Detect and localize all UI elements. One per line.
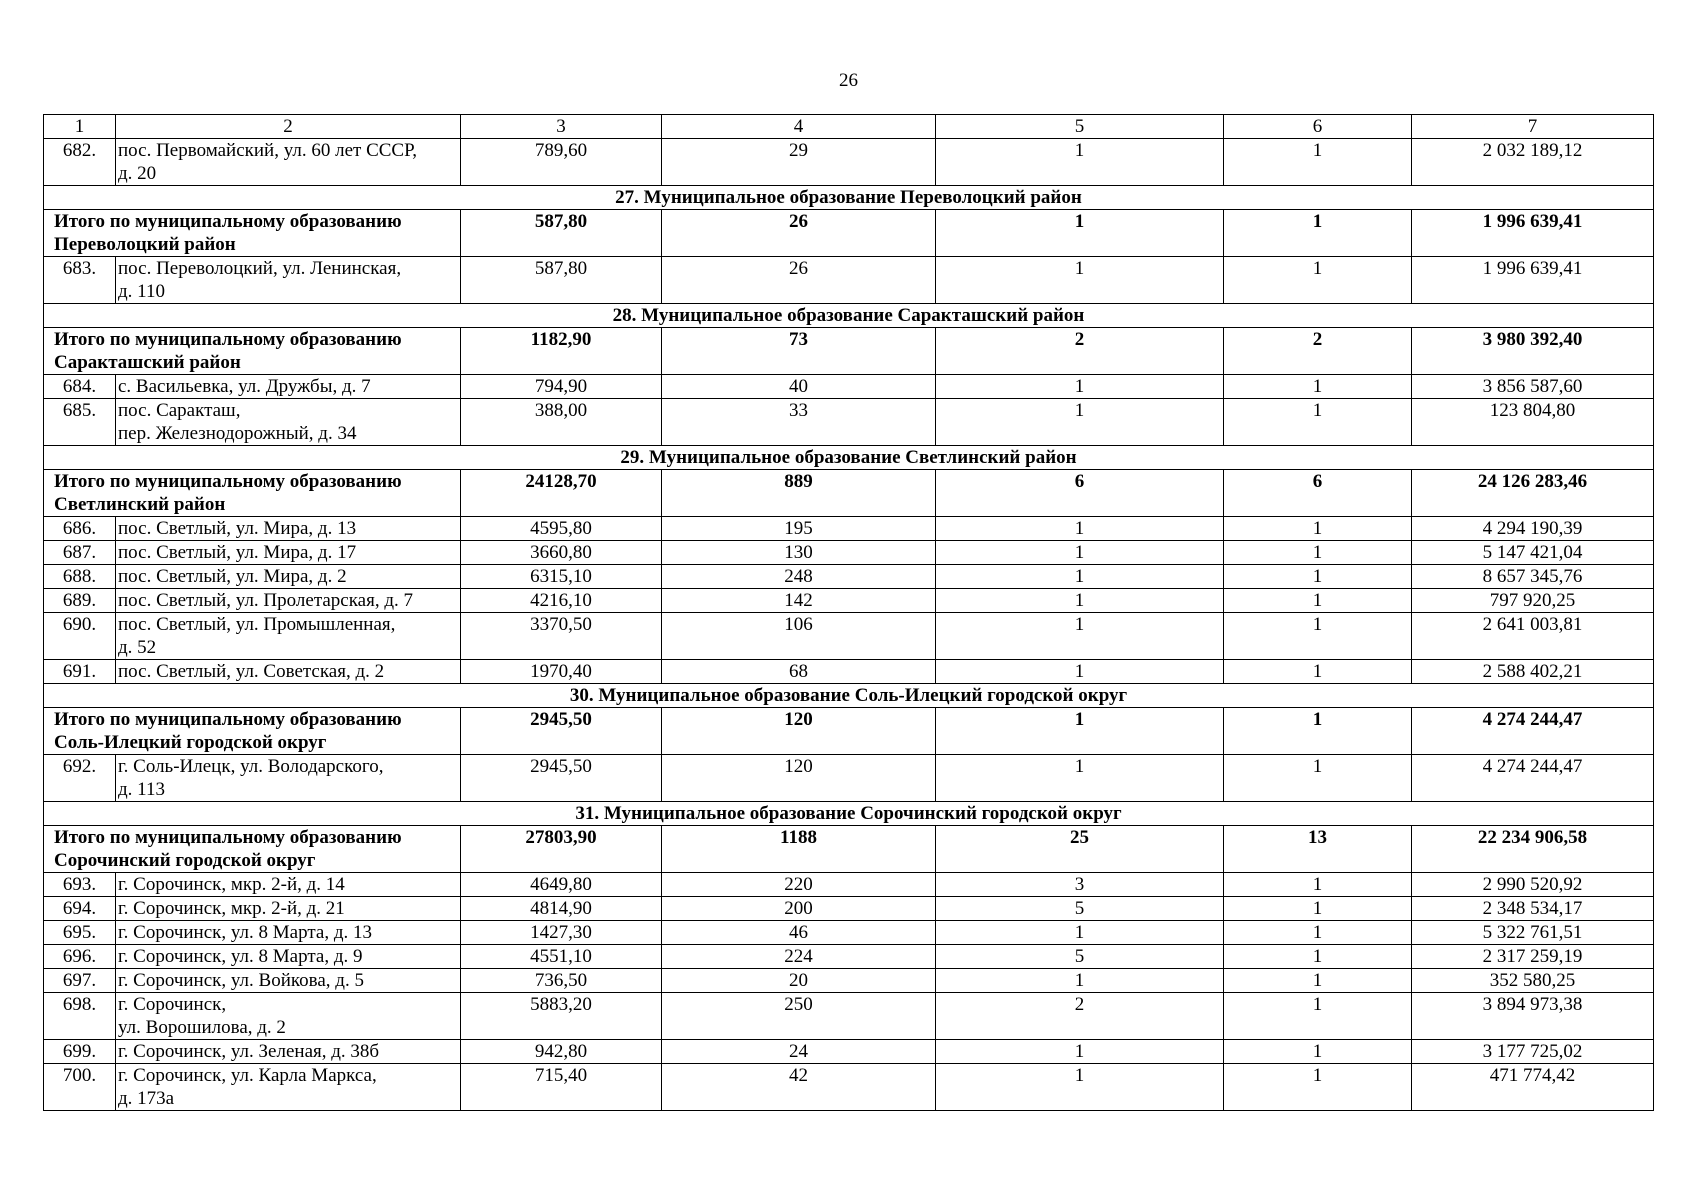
address-line: пос. Светлый, ул. Мира, д. 13 — [118, 518, 357, 539]
col6-cell: 1 — [1224, 1040, 1412, 1064]
cost-cell: 3 980 392,40 — [1412, 328, 1654, 375]
cost-cell: 2 641 003,81 — [1412, 613, 1654, 660]
row-number: 689. — [44, 589, 116, 613]
cost-cell: 2 588 402,21 — [1412, 660, 1654, 684]
col6-cell: 1 — [1224, 945, 1412, 969]
section-title: 31. Муниципальное образование Сорочинский городской округ — [44, 802, 1654, 826]
cost-cell: 2 348 534,17 — [1412, 897, 1654, 921]
table-row — [44, 565, 1654, 589]
subtotal-row — [44, 210, 1654, 257]
subtotal-label — [44, 708, 461, 755]
area-cell: 715,40 — [461, 1064, 662, 1111]
col6-cell: 1 — [1224, 1064, 1412, 1111]
col5-cell: 2 — [936, 328, 1224, 375]
row-number: 693. — [44, 873, 116, 897]
address-line: г. Соль-Илецк, ул. Володарского, — [118, 756, 384, 777]
address-line: д. 110 — [118, 281, 165, 302]
row-number: 692. — [44, 755, 116, 802]
residents-cell: 142 — [662, 589, 936, 613]
cost-cell: 4 294 190,39 — [1412, 517, 1654, 541]
residents-cell: 130 — [662, 541, 936, 565]
section-title: 30. Муниципальное образование Соль-Илецкий городской округ — [44, 684, 1654, 708]
residents-cell: 1188 — [662, 826, 936, 873]
row-number: 699. — [44, 1040, 116, 1064]
cost-cell: 3 177 725,02 — [1412, 1040, 1654, 1064]
area-cell: 388,00 — [461, 399, 662, 446]
address-line: г. Сорочинск, ул. Зеленая, д. 38б — [118, 1041, 380, 1062]
col5-cell: 1 — [936, 517, 1224, 541]
col5-cell: 1 — [936, 660, 1224, 684]
address-cell — [116, 565, 461, 589]
residents-cell: 42 — [662, 1064, 936, 1111]
table-row — [44, 921, 1654, 945]
address-cell — [116, 399, 461, 446]
subtotal-row — [44, 708, 1654, 755]
row-number: 696. — [44, 945, 116, 969]
area-cell: 4551,10 — [461, 945, 662, 969]
residents-cell: 220 — [662, 873, 936, 897]
address-line: пос. Светлый, ул. Промышленная, — [118, 614, 396, 635]
col6-cell: 1 — [1224, 565, 1412, 589]
area-cell: 24128,70 — [461, 470, 662, 517]
residents-cell: 106 — [662, 613, 936, 660]
col6-cell: 1 — [1224, 139, 1412, 186]
address-cell — [116, 589, 461, 613]
column-header: 5 — [936, 115, 1224, 139]
address-line: г. Сорочинск, мкр. 2-й, д. 14 — [118, 874, 345, 895]
address-cell — [116, 257, 461, 304]
section-title: 27. Муниципальное образование Переволоцкий район — [44, 186, 1654, 210]
address-cell — [116, 1064, 461, 1111]
label-line: Итого по муниципальному образованию — [54, 211, 402, 232]
residents-cell: 26 — [662, 210, 936, 257]
cost-cell: 5 147 421,04 — [1412, 541, 1654, 565]
cost-cell: 4 274 244,47 — [1412, 708, 1654, 755]
col5-cell: 6 — [936, 470, 1224, 517]
residents-cell: 250 — [662, 993, 936, 1040]
residents-cell: 26 — [662, 257, 936, 304]
col5-cell: 1 — [936, 541, 1224, 565]
residents-cell: 73 — [662, 328, 936, 375]
col6-cell: 1 — [1224, 969, 1412, 993]
col5-cell: 1 — [936, 257, 1224, 304]
area-cell: 942,80 — [461, 1040, 662, 1064]
cost-cell: 1 996 639,41 — [1412, 210, 1654, 257]
row-number: 682. — [44, 139, 116, 186]
area-cell: 1970,40 — [461, 660, 662, 684]
cost-cell: 2 317 259,19 — [1412, 945, 1654, 969]
cost-cell: 352 580,25 — [1412, 969, 1654, 993]
cost-cell: 471 774,42 — [1412, 1064, 1654, 1111]
address-line: пер. Железнодорожный, д. 34 — [118, 423, 357, 444]
address-cell — [116, 517, 461, 541]
table-row — [44, 1064, 1654, 1111]
cost-cell: 2 990 520,92 — [1412, 873, 1654, 897]
col5-cell: 1 — [936, 210, 1224, 257]
address-line: г. Сорочинск, ул. Войкова, д. 5 — [118, 970, 364, 991]
col6-cell: 1 — [1224, 873, 1412, 897]
address-cell — [116, 755, 461, 802]
col6-cell: 1 — [1224, 613, 1412, 660]
area-cell: 736,50 — [461, 969, 662, 993]
area-cell: 3660,80 — [461, 541, 662, 565]
residents-cell: 29 — [662, 139, 936, 186]
col5-cell: 1 — [936, 755, 1224, 802]
table-row — [44, 375, 1654, 399]
subtotal-label — [44, 826, 461, 873]
row-number: 697. — [44, 969, 116, 993]
area-cell: 4595,80 — [461, 517, 662, 541]
section-heading-row — [44, 802, 1654, 826]
row-number: 698. — [44, 993, 116, 1040]
table-row — [44, 1040, 1654, 1064]
table-row — [44, 897, 1654, 921]
address-line: г. Сорочинск, ул. 8 Марта, д. 13 — [118, 922, 372, 943]
col6-cell: 1 — [1224, 257, 1412, 304]
area-cell: 794,90 — [461, 375, 662, 399]
area-cell: 4649,80 — [461, 873, 662, 897]
area-cell: 27803,90 — [461, 826, 662, 873]
table-row — [44, 660, 1654, 684]
row-number: 694. — [44, 897, 116, 921]
col5-cell: 3 — [936, 873, 1224, 897]
address-line: пос. Первомайский, ул. 60 лет СССР, — [118, 140, 418, 161]
area-cell: 4216,10 — [461, 589, 662, 613]
area-cell: 5883,20 — [461, 993, 662, 1040]
column-header-row — [44, 115, 1654, 139]
address-cell — [116, 660, 461, 684]
col5-cell: 1 — [936, 375, 1224, 399]
address-line: пос. Саракташ, — [118, 400, 241, 421]
subtotal-row — [44, 826, 1654, 873]
col6-cell: 2 — [1224, 328, 1412, 375]
col5-cell: 1 — [936, 565, 1224, 589]
address-line: г. Сорочинск, ул. 8 Марта, д. 9 — [118, 946, 363, 967]
table-row — [44, 399, 1654, 446]
col5-cell: 25 — [936, 826, 1224, 873]
col5-cell: 1 — [936, 399, 1224, 446]
cost-cell: 3 894 973,38 — [1412, 993, 1654, 1040]
residents-cell: 195 — [662, 517, 936, 541]
address-cell — [116, 375, 461, 399]
section-title: 28. Муниципальное образование Саракташский район — [44, 304, 1654, 328]
label-line: Переволоцкий район — [54, 234, 236, 255]
address-cell — [116, 945, 461, 969]
subtotal-row — [44, 328, 1654, 375]
section-heading-row — [44, 186, 1654, 210]
address-cell — [116, 921, 461, 945]
cost-cell: 2 032 189,12 — [1412, 139, 1654, 186]
cost-cell: 5 322 761,51 — [1412, 921, 1654, 945]
cost-cell: 22 234 906,58 — [1412, 826, 1654, 873]
buildings-table — [43, 114, 1654, 1111]
table-row — [44, 993, 1654, 1040]
address-cell — [116, 897, 461, 921]
row-number: 686. — [44, 517, 116, 541]
residents-cell: 40 — [662, 375, 936, 399]
address-cell — [116, 873, 461, 897]
row-number: 684. — [44, 375, 116, 399]
residents-cell: 248 — [662, 565, 936, 589]
col6-cell: 1 — [1224, 921, 1412, 945]
column-header: 3 — [461, 115, 662, 139]
address-line: пос. Светлый, ул. Мира, д. 2 — [118, 566, 347, 587]
col5-cell: 2 — [936, 993, 1224, 1040]
address-cell — [116, 1040, 461, 1064]
col6-cell: 1 — [1224, 993, 1412, 1040]
section-title: 29. Муниципальное образование Светлинский район — [44, 446, 1654, 470]
col6-cell: 1 — [1224, 210, 1412, 257]
address-line: пос. Светлый, ул. Советская, д. 2 — [118, 661, 385, 682]
address-line: д. 20 — [118, 163, 157, 184]
address-line: пос. Светлый, ул. Пролетарская, д. 7 — [118, 590, 414, 611]
area-cell: 1427,30 — [461, 921, 662, 945]
table-row — [44, 139, 1654, 186]
area-cell: 2945,50 — [461, 708, 662, 755]
label-line: Соль-Илецкий городской округ — [54, 732, 327, 753]
address-line: пос. Переволоцкий, ул. Ленинская, — [118, 258, 402, 279]
col5-cell: 5 — [936, 945, 1224, 969]
col5-cell: 1 — [936, 1064, 1224, 1111]
subtotal-label — [44, 210, 461, 257]
address-line: г. Сорочинск, — [118, 994, 227, 1015]
address-cell — [116, 139, 461, 186]
residents-cell: 24 — [662, 1040, 936, 1064]
table-row — [44, 589, 1654, 613]
residents-cell: 20 — [662, 969, 936, 993]
cost-cell: 24 126 283,46 — [1412, 470, 1654, 517]
col5-cell: 1 — [936, 969, 1224, 993]
row-number: 688. — [44, 565, 116, 589]
residents-cell: 120 — [662, 708, 936, 755]
table-body — [44, 115, 1654, 1111]
address-line: д. 113 — [118, 779, 165, 800]
area-cell: 2945,50 — [461, 755, 662, 802]
row-number: 687. — [44, 541, 116, 565]
table-row — [44, 755, 1654, 802]
col5-cell: 1 — [936, 1040, 1224, 1064]
label-line: Итого по муниципальному образованию — [54, 471, 402, 492]
column-header: 4 — [662, 115, 936, 139]
table-row — [44, 969, 1654, 993]
column-header: 6 — [1224, 115, 1412, 139]
label-line: Светлинский район — [54, 494, 226, 515]
address-line: ул. Ворошилова, д. 2 — [118, 1017, 286, 1038]
area-cell: 789,60 — [461, 139, 662, 186]
cost-cell: 3 856 587,60 — [1412, 375, 1654, 399]
area-cell: 1182,90 — [461, 328, 662, 375]
col5-cell: 5 — [936, 897, 1224, 921]
col6-cell: 1 — [1224, 399, 1412, 446]
col5-cell: 1 — [936, 921, 1224, 945]
row-number: 685. — [44, 399, 116, 446]
label-line: Итого по муниципальному образованию — [54, 709, 402, 730]
residents-cell: 46 — [662, 921, 936, 945]
subtotal-row — [44, 470, 1654, 517]
residents-cell: 33 — [662, 399, 936, 446]
cost-cell: 8 657 345,76 — [1412, 565, 1654, 589]
table-row — [44, 517, 1654, 541]
col6-cell: 1 — [1224, 541, 1412, 565]
cost-cell: 123 804,80 — [1412, 399, 1654, 446]
row-number: 683. — [44, 257, 116, 304]
cost-cell: 1 996 639,41 — [1412, 257, 1654, 304]
residents-cell: 68 — [662, 660, 936, 684]
column-header: 1 — [44, 115, 116, 139]
label-line: Саракташский район — [54, 352, 241, 373]
area-cell: 6315,10 — [461, 565, 662, 589]
table-row — [44, 873, 1654, 897]
row-number: 690. — [44, 613, 116, 660]
col6-cell: 1 — [1224, 517, 1412, 541]
residents-cell: 200 — [662, 897, 936, 921]
column-header: 7 — [1412, 115, 1654, 139]
row-number: 691. — [44, 660, 116, 684]
page-number: 26 — [839, 70, 858, 91]
address-line: с. Васильевка, ул. Дружбы, д. 7 — [118, 376, 371, 397]
residents-cell: 224 — [662, 945, 936, 969]
address-line: пос. Светлый, ул. Мира, д. 17 — [118, 542, 357, 563]
area-cell: 4814,90 — [461, 897, 662, 921]
row-number: 700. — [44, 1064, 116, 1111]
address-cell — [116, 993, 461, 1040]
subtotal-label — [44, 328, 461, 375]
col5-cell: 1 — [936, 708, 1224, 755]
col6-cell: 1 — [1224, 897, 1412, 921]
col6-cell: 1 — [1224, 755, 1412, 802]
col6-cell: 13 — [1224, 826, 1412, 873]
cost-cell: 4 274 244,47 — [1412, 755, 1654, 802]
col6-cell: 1 — [1224, 660, 1412, 684]
section-heading-row — [44, 304, 1654, 328]
column-header: 2 — [116, 115, 461, 139]
row-number: 695. — [44, 921, 116, 945]
address-line: д. 173а — [118, 1088, 175, 1109]
area-cell: 587,80 — [461, 257, 662, 304]
table-row — [44, 945, 1654, 969]
section-heading-row — [44, 446, 1654, 470]
col5-cell: 1 — [936, 613, 1224, 660]
label-line: Сорочинский городской округ — [54, 850, 316, 871]
col5-cell: 1 — [936, 589, 1224, 613]
address-line: д. 52 — [118, 637, 157, 658]
residents-cell: 120 — [662, 755, 936, 802]
area-cell: 587,80 — [461, 210, 662, 257]
table-row — [44, 541, 1654, 565]
label-line: Итого по муниципальному образованию — [54, 329, 402, 350]
section-heading-row — [44, 684, 1654, 708]
col6-cell: 1 — [1224, 589, 1412, 613]
address-line: г. Сорочинск, ул. Карла Маркса, — [118, 1065, 377, 1086]
col6-cell: 1 — [1224, 708, 1412, 755]
area-cell: 3370,50 — [461, 613, 662, 660]
cost-cell: 797 920,25 — [1412, 589, 1654, 613]
table-row — [44, 257, 1654, 304]
subtotal-label — [44, 470, 461, 517]
residents-cell: 889 — [662, 470, 936, 517]
address-cell — [116, 613, 461, 660]
label-line: Итого по муниципальному образованию — [54, 827, 402, 848]
address-cell — [116, 541, 461, 565]
address-cell — [116, 969, 461, 993]
col5-cell: 1 — [936, 139, 1224, 186]
col6-cell: 6 — [1224, 470, 1412, 517]
address-line: г. Сорочинск, мкр. 2-й, д. 21 — [118, 898, 345, 919]
table-row — [44, 613, 1654, 660]
col6-cell: 1 — [1224, 375, 1412, 399]
